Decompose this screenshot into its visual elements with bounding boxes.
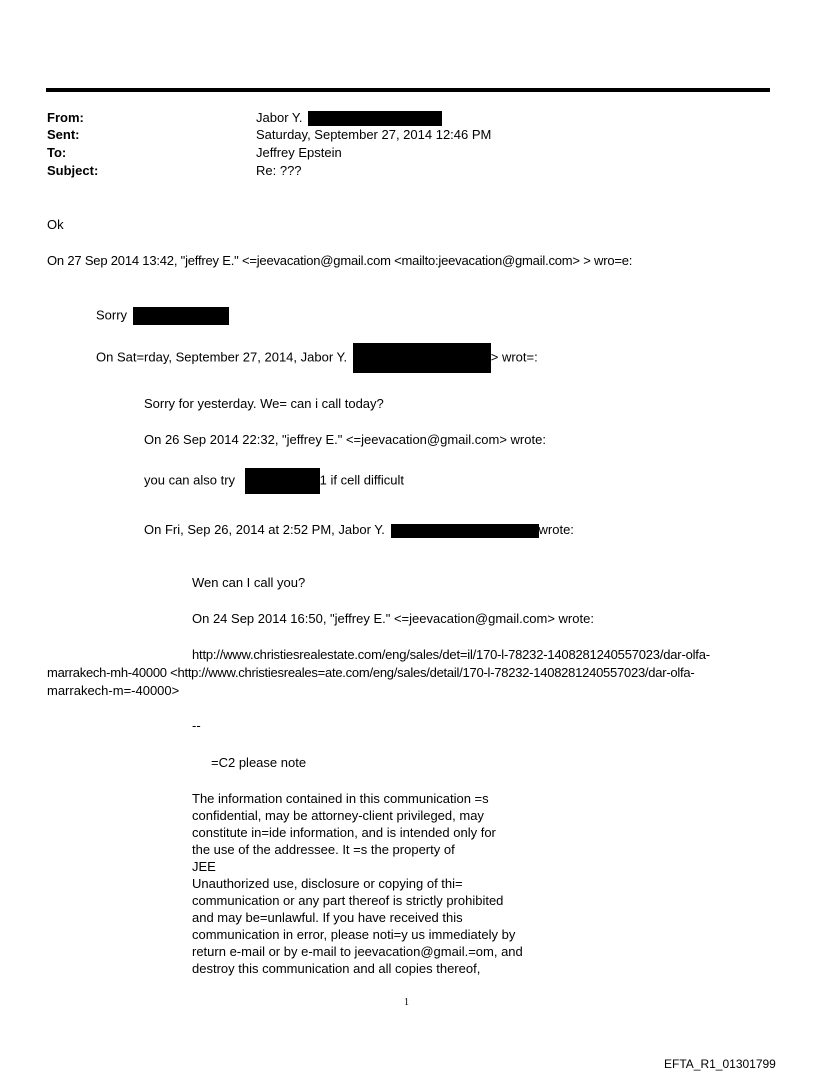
quote-header-start: On Sat=rday, September 27, 2014, Jabor Y. [96, 349, 348, 365]
from-label: From: [47, 110, 84, 125]
quote-header-end: wrote: [538, 522, 574, 537]
disclaimer-line: JEE [192, 859, 216, 874]
sent-label: Sent: [47, 127, 80, 142]
page-number: 1 [404, 997, 409, 1008]
quote-header-end: > wrot=: [490, 349, 538, 365]
redaction-box [245, 468, 320, 494]
document-id: EFTA_R1_01301799 [664, 1057, 776, 1071]
url-line: http://www.christiesrealestate.com/eng/sales/det=il/170-l-78232-1408281240557023/dar-olfa- [192, 647, 710, 662]
quote-header-start: On Fri, Sep 26, 2014 at 2:52 PM, Jabor Y. [144, 522, 385, 537]
sorry-line [96, 307, 229, 325]
sent-value: Saturday, September 27, 2014 12:46 PM [256, 127, 492, 142]
quote-header [144, 522, 574, 538]
quote-header [96, 343, 538, 373]
redaction-box [133, 307, 229, 325]
redaction-box [353, 343, 491, 373]
signature-dash: -- [192, 718, 201, 733]
from-value: Jabor Y. [256, 110, 303, 125]
message-text: Sorry for yesterday. We= can i call today? [144, 396, 384, 411]
disclaimer-line: Unauthorized use, disclosure or copying of thi= [192, 876, 463, 891]
quote-header: On 27 Sep 2014 13:42, "jeffrey E." <=jeevacation@gmail.com <mailto:jeevacation@gmail.com> > wro=e: [47, 253, 633, 268]
try-text-start: you can also try [144, 472, 236, 488]
disclaimer-line: communication or any part thereof is strictly prohibited [192, 893, 504, 908]
disclaimer-line: return e-mail or by e-mail to jeevacation@gmail.=om, and [192, 944, 523, 959]
to-label: To: [47, 145, 67, 160]
url-line: marrakech-mh-40000 <http://www.christiesreales=ate.com/eng/sales/detail/170-l-78232-1408281240557023/dar-olfa- [47, 665, 695, 680]
redaction-box [308, 111, 442, 126]
disclaimer-line: and may be=unlawful. If you have received this [192, 910, 463, 925]
disclaimer-line: constitute in=ide information, and is intended only for [192, 825, 496, 840]
disclaimer [192, 790, 552, 977]
sorry-text: Sorry [96, 307, 128, 323]
message-text [144, 468, 404, 494]
subject-label: Subject: [47, 163, 99, 178]
disclaimer-line: confidential, may be attorney-client privileged, may [192, 808, 484, 823]
redaction-box [391, 524, 539, 538]
url-line: marrakech-m=-40000> [47, 683, 180, 698]
quote-header: On 24 Sep 2014 16:50, "jeffrey E." <=jeevacation@gmail.com> wrote: [192, 611, 594, 626]
please-note: =C2 please note [211, 755, 307, 770]
quote-header: On 26 Sep 2014 22:32, "jeffrey E." <=jeevacation@gmail.com> wrote: [144, 432, 546, 447]
message-text: Wen can I call you? [192, 575, 306, 590]
to-value: Jeffrey Epstein [256, 145, 342, 160]
reply-text: Ok [47, 217, 64, 232]
from-field [256, 110, 442, 126]
disclaimer-line: communication in error, please noti=y us immediately by [192, 927, 516, 942]
try-text-end: 1 if cell difficult [319, 472, 404, 488]
disclaimer-line: The information contained in this communication =s [192, 791, 489, 806]
subject-value: Re: ??? [256, 163, 302, 178]
disclaimer-line: destroy this communication and all copies thereof, [192, 961, 481, 976]
disclaimer-line: the use of the addressee. It =s the property of [192, 842, 455, 857]
header-rule [46, 88, 770, 92]
